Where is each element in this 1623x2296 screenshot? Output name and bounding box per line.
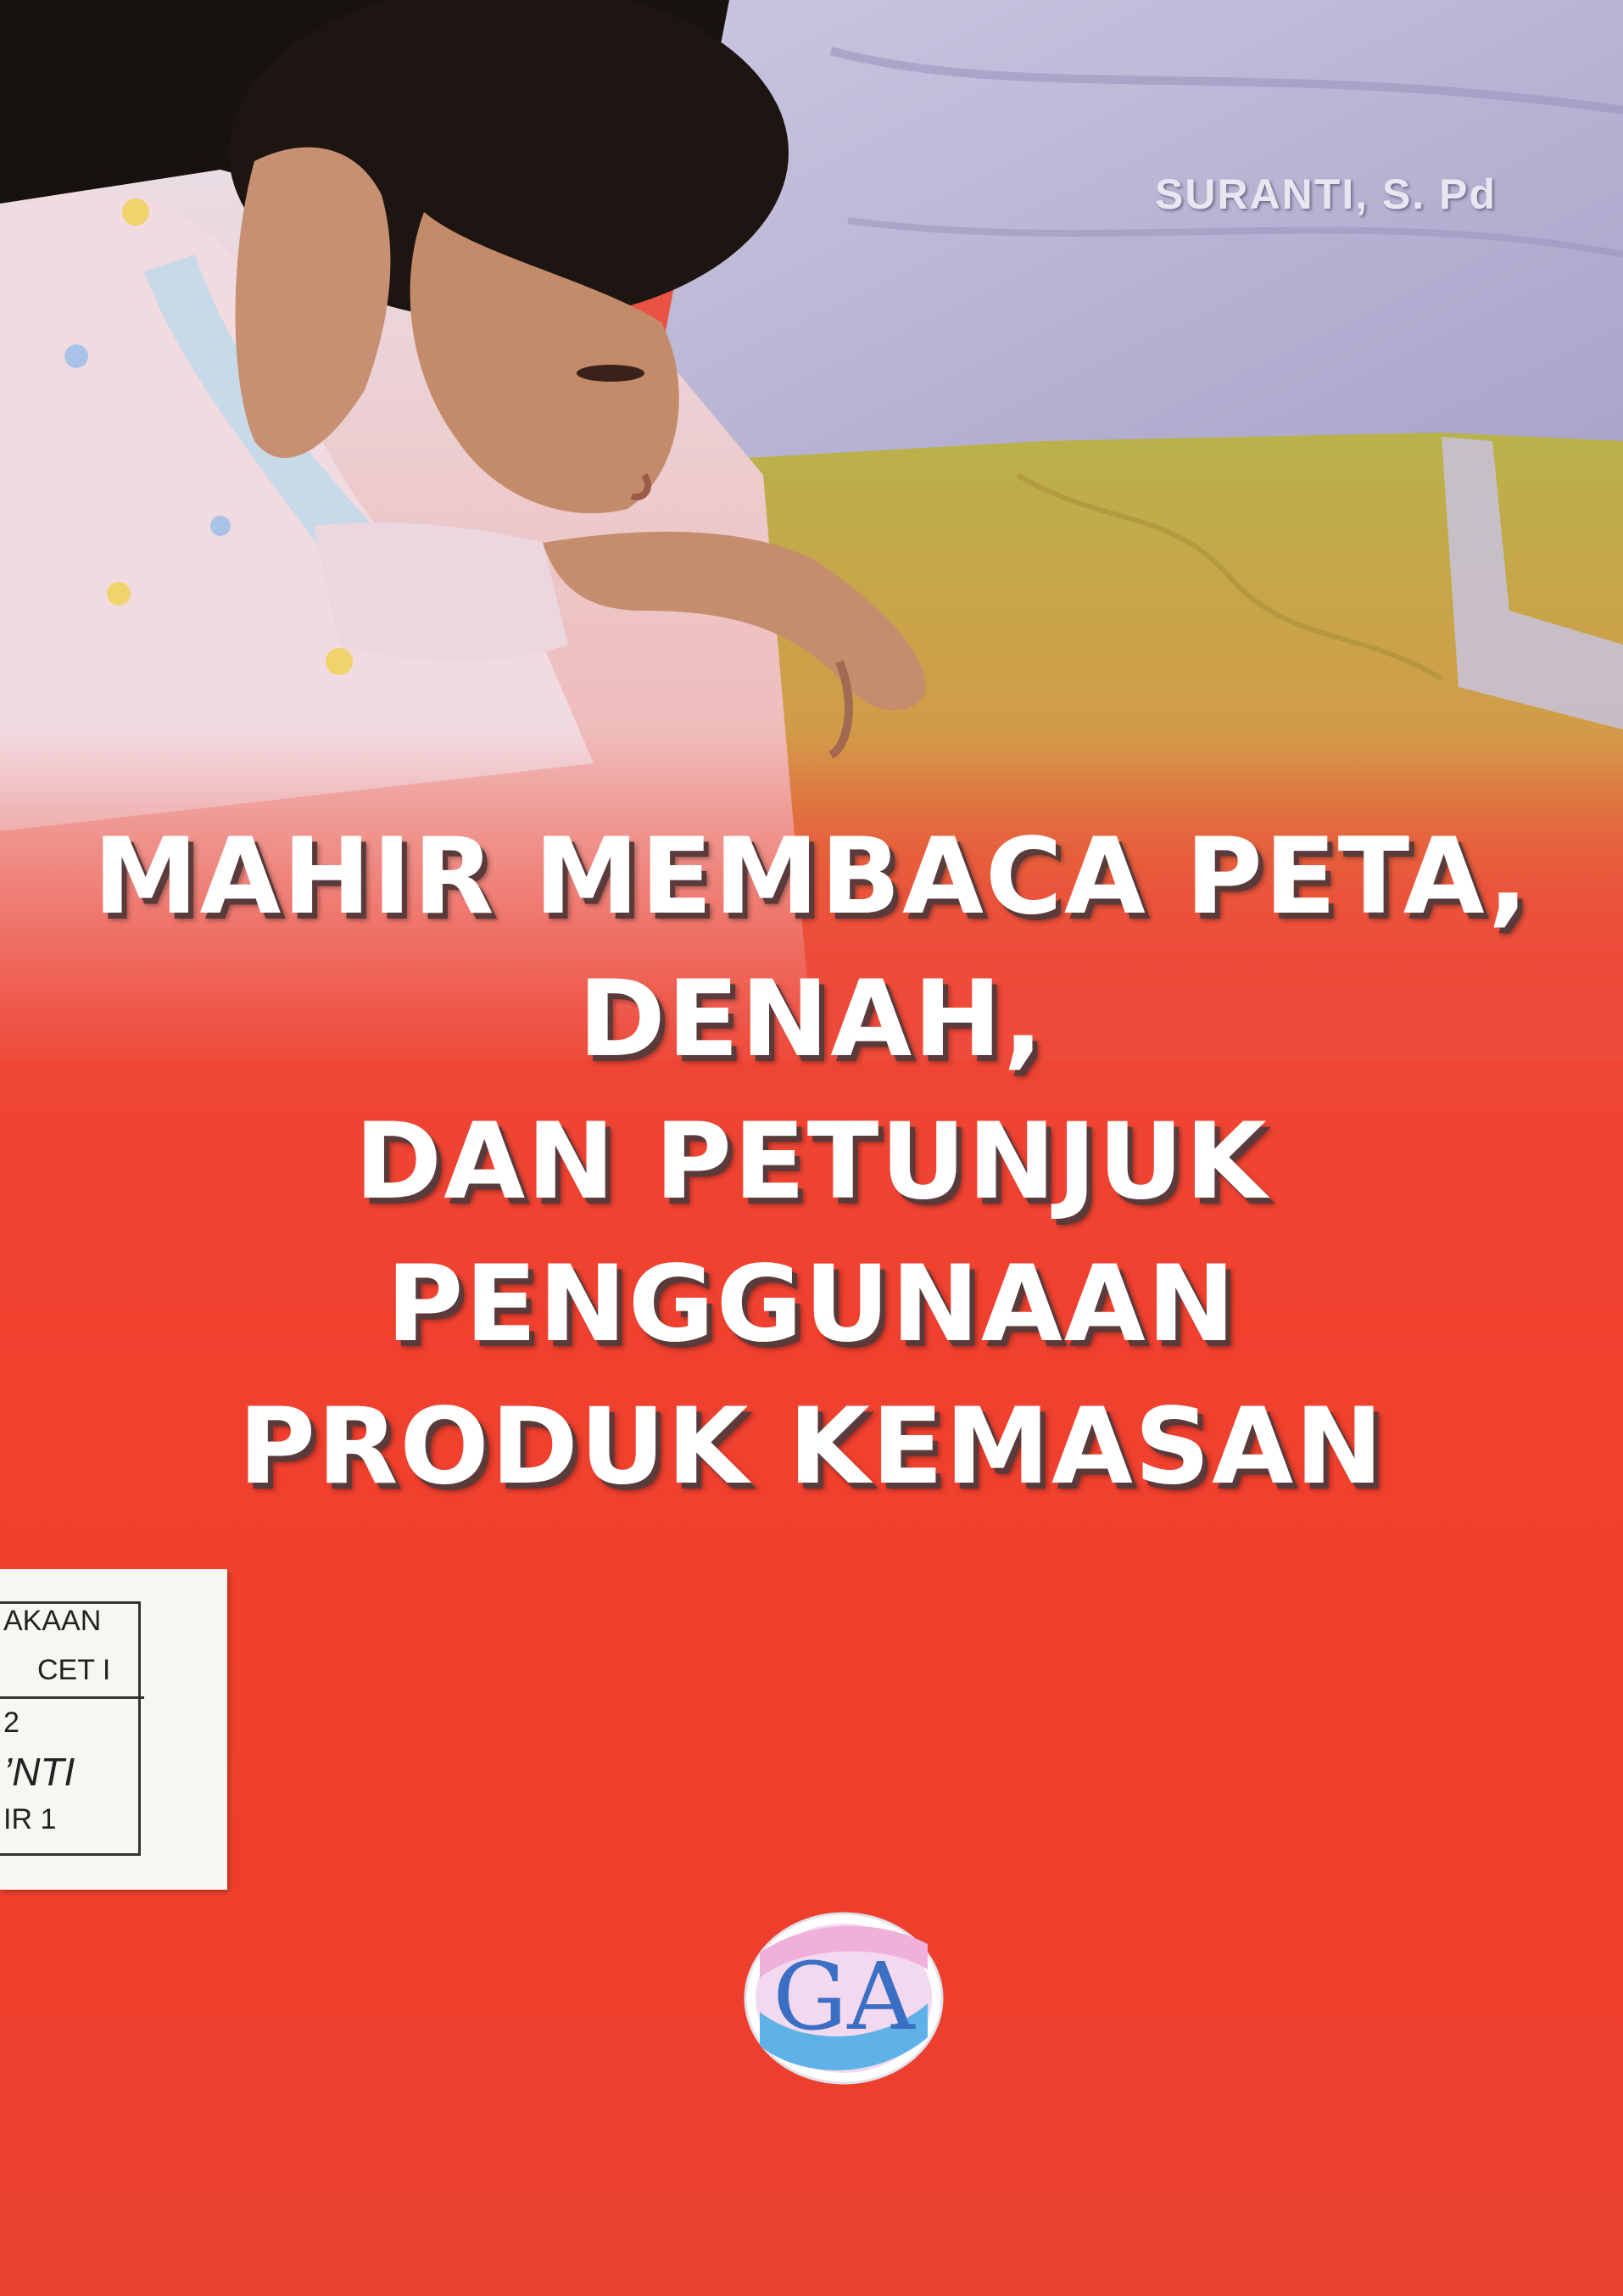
label-row-5: IR 1: [3, 1803, 57, 1835]
title-line-2: DENAH,: [577, 958, 1046, 1081]
author-name: SURANTI, S. Pd: [1155, 170, 1498, 218]
label-row-1: AKAAN: [3, 1605, 102, 1637]
book-title: [51, 806, 1572, 1518]
title-line-4: PENGGUNAAN: [386, 1243, 1237, 1366]
label-row-4-handwritten: ’NTI: [3, 1750, 75, 1794]
label-row-2: CET I: [37, 1654, 111, 1686]
library-call-number-label: [0, 1569, 227, 1890]
title-line-3: DAN PETUNJUK: [354, 1101, 1269, 1223]
title-line-5: PRODUK KEMASAN: [238, 1386, 1385, 1508]
publisher-logo: [743, 1910, 945, 2087]
label-row-3: 2: [3, 1707, 20, 1739]
label-divider: [0, 1696, 144, 1699]
logo-ga-text: GA: [772, 1942, 915, 2051]
title-line-1: MAHIR MEMBACA PETA,: [93, 816, 1530, 938]
publisher-ga-logo-icon: [743, 1910, 945, 2087]
